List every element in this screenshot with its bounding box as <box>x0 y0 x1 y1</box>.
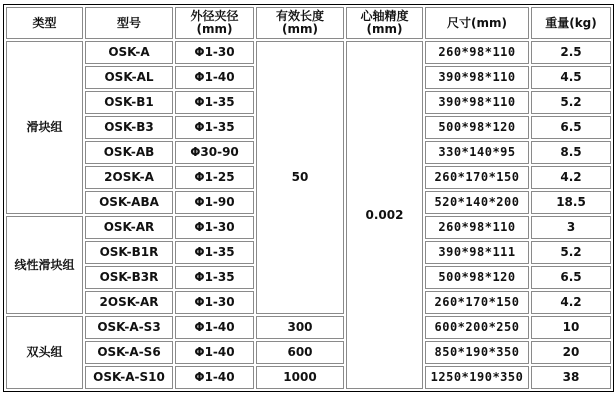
cell-size: 390*98*110 <box>425 91 529 114</box>
cell-model: OSK-AL <box>85 66 173 89</box>
header-effective-length-label: 有效长度 <box>275 9 324 23</box>
header-od-clamp <box>175 7 254 39</box>
cell-od: Φ1-30 <box>175 41 254 64</box>
cell-od: Φ30-90 <box>175 141 254 164</box>
cell-model: 2OSK-AR <box>85 291 173 314</box>
header-spindle-accuracy-unit: (mm) <box>366 22 403 36</box>
cell-od: Φ1-25 <box>175 166 254 189</box>
cell-model: OSK-A-S6 <box>85 341 173 364</box>
cell-size: 390*98*110 <box>425 66 529 89</box>
cell-size: 390*98*111 <box>425 241 529 264</box>
cell-model: OSK-B3 <box>85 116 173 139</box>
cell-od: Φ1-35 <box>175 116 254 139</box>
cell-od: Φ1-40 <box>175 341 254 364</box>
cell-size: 1250*190*350 <box>425 366 529 389</box>
cell-weight: 4.5 <box>531 66 611 89</box>
cell-model: 2OSK-A <box>85 166 173 189</box>
cell-size: 850*190*350 <box>425 341 529 364</box>
header-effective-length <box>256 7 344 39</box>
cell-od: Φ1-35 <box>175 91 254 114</box>
cell-size: 260*170*150 <box>425 166 529 189</box>
cell-effective-length: 600 <box>256 341 344 364</box>
cell-effective-length: 1000 <box>256 366 344 389</box>
header-weight: 重量(kg) <box>531 7 611 39</box>
header-effective-length-unit: (mm) <box>282 22 318 36</box>
header-spindle-accuracy <box>346 7 423 39</box>
cell-weight: 10 <box>531 316 611 339</box>
cell-od: Φ1-90 <box>175 191 254 214</box>
cell-od: Φ1-35 <box>175 266 254 289</box>
cell-weight: 8.5 <box>531 141 611 164</box>
cell-spindle-accuracy-merged: 0.002 <box>346 41 423 389</box>
cell-weight: 6.5 <box>531 116 611 139</box>
cell-size: 260*98*110 <box>425 41 529 64</box>
header-od-clamp-unit: (mm) <box>196 22 233 36</box>
cell-size: 500*98*120 <box>425 116 529 139</box>
cell-weight: 38 <box>531 366 611 389</box>
cell-od: Φ1-40 <box>175 366 254 389</box>
cell-size: 260*98*110 <box>425 216 529 239</box>
cell-size: 330*140*95 <box>425 141 529 164</box>
spec-table <box>3 4 614 392</box>
group-label-slider: 滑块组 <box>6 41 83 214</box>
header-od-clamp-label: 外径夹径 <box>190 9 239 23</box>
table-row <box>6 341 611 364</box>
cell-weight: 3 <box>531 216 611 239</box>
cell-od: Φ1-30 <box>175 291 254 314</box>
cell-size: 500*98*120 <box>425 266 529 289</box>
cell-weight: 5.2 <box>531 91 611 114</box>
table-row <box>6 366 611 389</box>
cell-od: Φ1-40 <box>175 66 254 89</box>
cell-weight: 4.2 <box>531 291 611 314</box>
cell-model: OSK-A-S3 <box>85 316 173 339</box>
cell-weight: 5.2 <box>531 241 611 264</box>
cell-model: OSK-A <box>85 41 173 64</box>
group-label-linear-slider: 线性滑块组 <box>6 216 83 314</box>
cell-od: Φ1-30 <box>175 216 254 239</box>
header-type: 类型 <box>6 7 83 39</box>
cell-od: Φ1-40 <box>175 316 254 339</box>
cell-od: Φ1-35 <box>175 241 254 264</box>
spec-table-wrapper <box>3 4 614 392</box>
cell-model: OSK-AB <box>85 141 173 164</box>
cell-weight: 6.5 <box>531 266 611 289</box>
cell-size: 260*170*150 <box>425 291 529 314</box>
cell-weight: 20 <box>531 341 611 364</box>
cell-size: 520*140*200 <box>425 191 529 214</box>
group-label-double-head: 双头组 <box>6 316 83 389</box>
cell-model: OSK-AR <box>85 216 173 239</box>
cell-model: OSK-ABA <box>85 191 173 214</box>
table-row <box>6 41 611 64</box>
header-spindle-accuracy-label: 心轴精度 <box>360 9 409 23</box>
cell-model: OSK-A-S10 <box>85 366 173 389</box>
cell-size: 600*200*250 <box>425 316 529 339</box>
cell-weight: 2.5 <box>531 41 611 64</box>
cell-weight: 4.2 <box>531 166 611 189</box>
cell-weight: 18.5 <box>531 191 611 214</box>
header-row <box>6 7 611 39</box>
header-model: 型号 <box>85 7 173 39</box>
cell-effective-length: 300 <box>256 316 344 339</box>
cell-model: OSK-B1 <box>85 91 173 114</box>
header-size: 尺寸(mm) <box>425 7 529 39</box>
table-row <box>6 316 611 339</box>
cell-effective-length-merged: 50 <box>256 41 344 314</box>
cell-model: OSK-B3R <box>85 266 173 289</box>
cell-model: OSK-B1R <box>85 241 173 264</box>
